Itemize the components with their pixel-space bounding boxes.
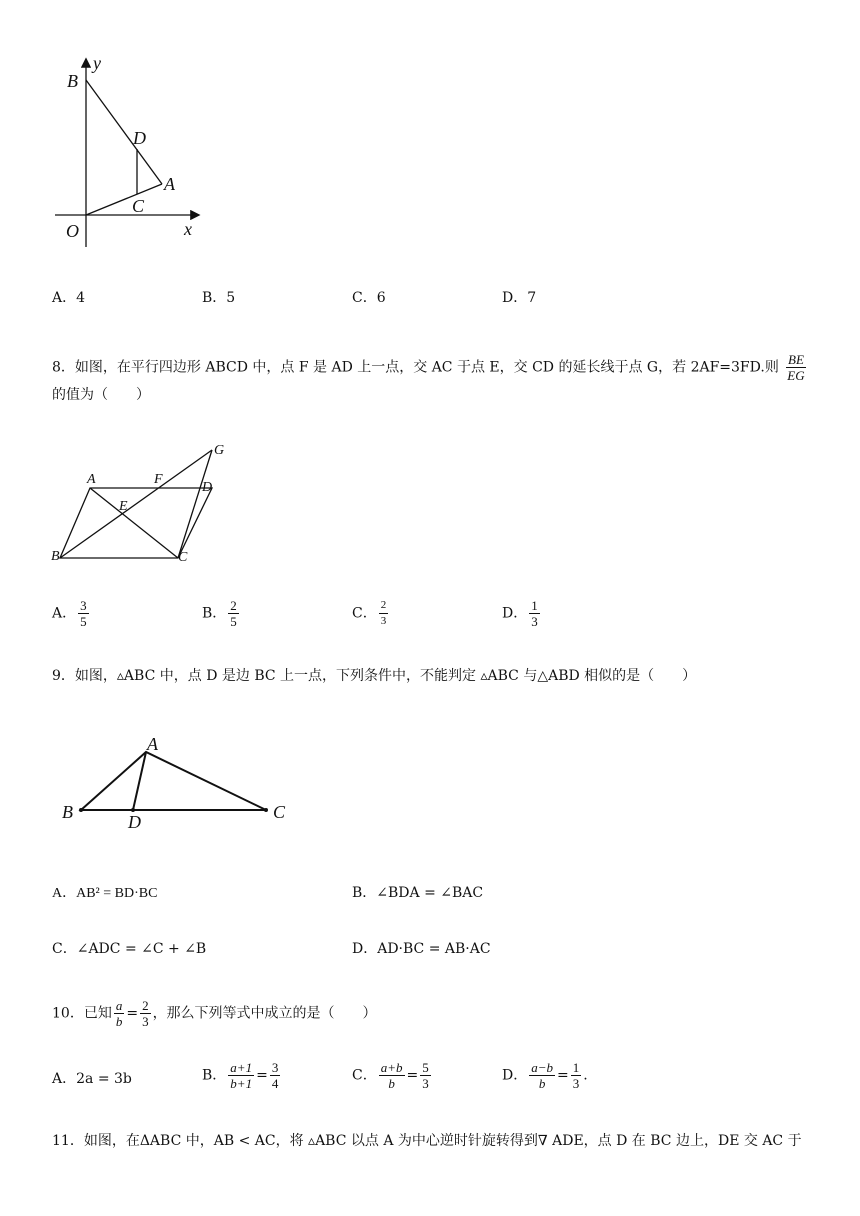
q9-option-c: C．∠ADC = ∠C + ∠B <box>52 941 207 957</box>
q8-stem-line1: 8．如图，在平行四边形 ABCD 中，点 F 是 AD 上一点，交 AC 于点 E，交 CD 的延长线于点 G，若 2AF=3FD.则 $\frac{BE}{EG}$ <box>52 352 805 383</box>
q7-option-c: C．6 <box>352 290 386 306</box>
q8-label-E: E <box>119 499 128 514</box>
figure-q9 <box>58 730 298 830</box>
q8-option-b: B． $\frac{2}{5}$ <box>202 598 237 629</box>
q9-label-D: D <box>128 812 141 830</box>
q8-label-A: A <box>87 472 96 487</box>
q9-stem: 9．如图，▵ABC 中，点 D 是边 BC 上一点，下列条件中，不能判定 ▵ABC 与△ABD 相似的是（ ） <box>52 668 697 684</box>
figure-q7 <box>50 52 220 247</box>
q11-stem: 11．如图，在ΔABC 中，AB < AC，将 ▵ABC 以点 A 为中心逆时针旋转得到∇ ADE，点 D 在 BC 边上，DE 交 AC 于 <box>52 1133 802 1149</box>
q8-label-B: B <box>51 549 60 564</box>
label-x: x <box>184 219 192 239</box>
q7-option-d: D．7 <box>502 290 537 306</box>
label-A: A <box>164 174 175 194</box>
label-O: O <box>66 221 79 241</box>
q8-label-G: G <box>214 443 225 458</box>
q9-label-A: A <box>147 734 158 754</box>
q8-label-F: F <box>154 472 163 487</box>
q10-option-b: B． $\frac{a+1}{b+1}$ = $\frac{3}{4}$ <box>202 1060 279 1091</box>
figure-q8 <box>50 438 240 568</box>
label-B: B <box>67 71 78 91</box>
q7-option-b: B．5 <box>202 290 236 306</box>
label-D: D <box>133 128 146 148</box>
label-C: C <box>132 196 145 216</box>
q10-option-c: C． $\frac{a+b}{b}$ = $\frac{5}{3}$ <box>352 1060 429 1091</box>
q9-option-b: B．∠BDA = ∠BAC <box>352 885 484 901</box>
q10-option-d: D． $\frac{a-b}{b}$ = $\frac{1}{3}$ . <box>502 1060 588 1091</box>
q9-label-C: C <box>273 802 286 822</box>
q8-option-a: A． $\frac{3}{5}$ <box>52 598 87 629</box>
q10-option-a: A．2a = 3b <box>52 1071 132 1087</box>
q8-stem-line2: 的值为（ ） <box>52 387 150 403</box>
q9-label-B: B <box>62 802 73 822</box>
q10-stem: 10．已知 $\frac{a}{b}$ = $\frac{2}{3}$ ，那么下列等式中成立的是（ ） <box>52 998 377 1029</box>
q8-label-C: C <box>178 550 188 565</box>
q9-option-d: D．AD·BC = AB·AC <box>352 941 491 957</box>
q8-option-c: C． $\frac{2}{3}$ <box>352 599 387 627</box>
q8-label-D: D <box>202 480 213 495</box>
q8-option-d: D． $\frac{1}{3}$ <box>502 598 538 629</box>
label-y: y <box>93 53 101 73</box>
q9-option-a: A．AB² = BD·BC <box>52 886 158 901</box>
q7-option-a: A．4 <box>52 290 86 306</box>
